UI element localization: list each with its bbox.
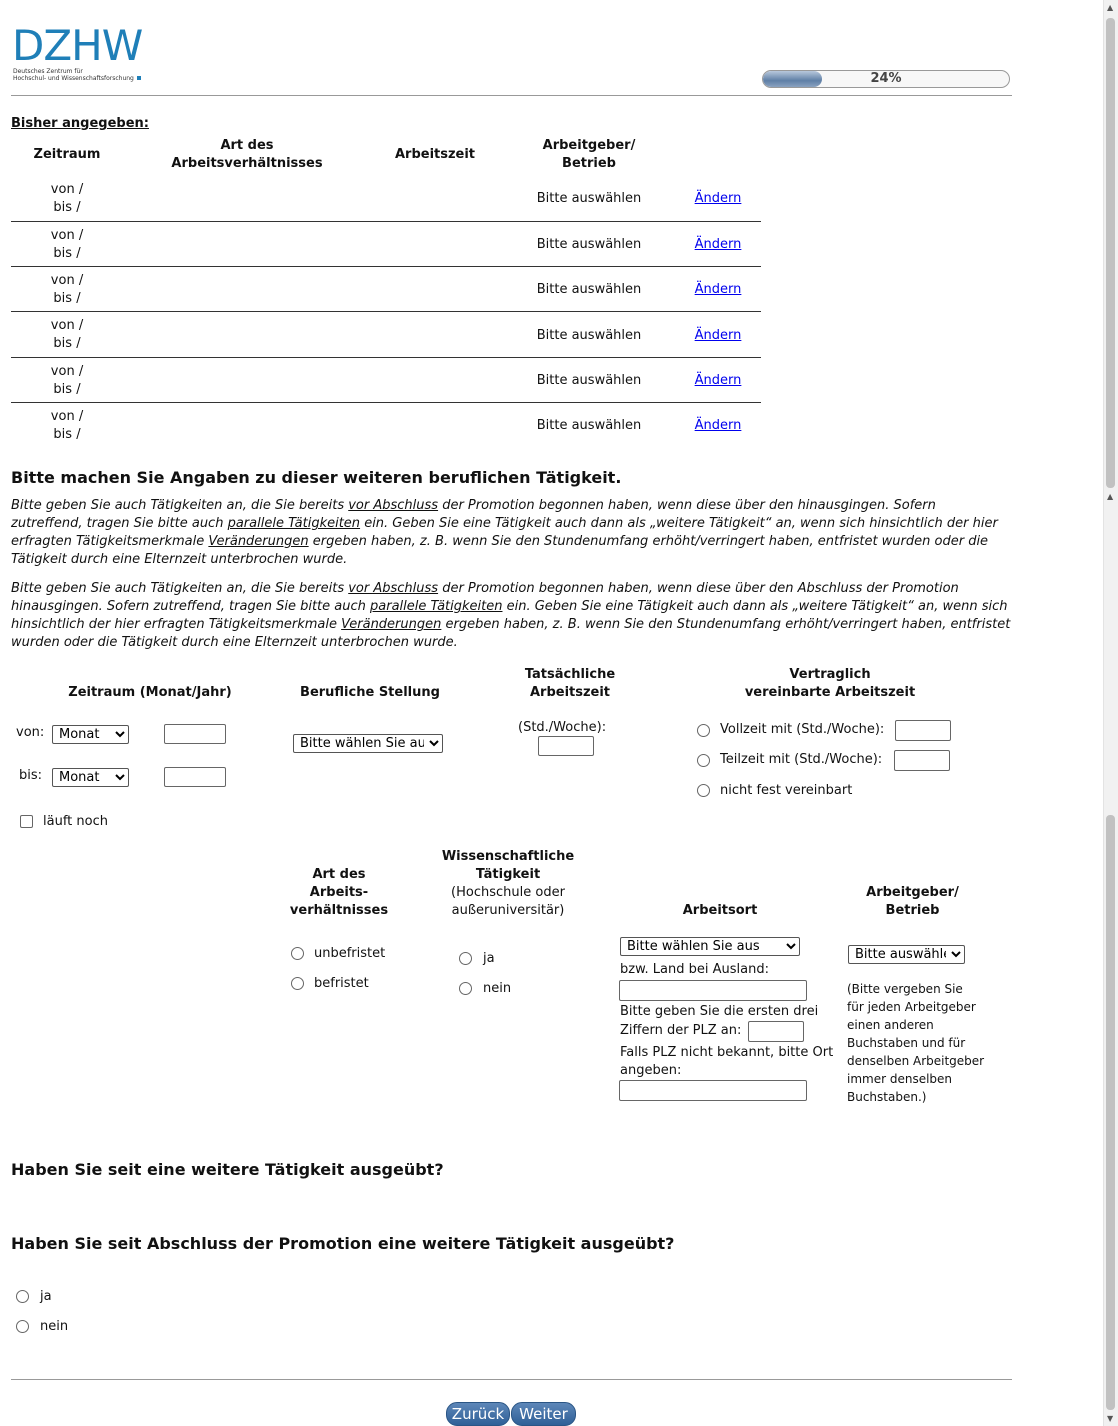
row-divider [11,266,761,267]
scroll-up-arrow-icon[interactable]: ▲ [1107,3,1114,12]
para1-text-b: der Promotion begonnen haben, wenn diese über den hinausgingen. Sofern zutreffend, tragen Sie bitte auch [11,498,936,531]
period-to: bis / [53,246,81,261]
logo-subtitle-line2-text: Hochschul- und Wissenschaftsforschung [13,75,134,82]
period-from: von / [50,409,84,424]
emptype-line1: Art des [312,867,366,882]
employer-note-line: immer denselben [847,1072,953,1086]
answer-no-radio[interactable] [16,1320,29,1333]
actual-hours-unit: (Std./Woche): [518,720,607,735]
row-divider [11,402,761,403]
para1-text-a: Bitte geben Sie auch Tätigkeiten an, die Sie bereits [11,498,349,513]
col-header-type-line2: Arbeitsverhältnisses [171,156,323,171]
actual-hours-input[interactable] [538,736,594,756]
science-line4: außeruniversitär) [451,903,565,918]
para1-underline-2: parallele Tätigkeiten [227,516,361,531]
table-row-employer: Bitte auswählen [536,191,642,206]
period-from: von / [50,182,84,197]
table-row-period [11,363,123,399]
fulltime-label: Vollzeit mit (Std./Woche): [720,722,885,737]
employer-note-line: (Bitte vergeben Sie [847,982,963,996]
col-header-hours: Arbeitszeit [394,147,476,162]
edit-link[interactable]: Ändern [694,373,742,388]
period-from: von / [50,318,84,333]
unlimited-radio[interactable] [291,947,304,960]
edit-link[interactable]: Ändern [694,237,742,252]
to-year-input[interactable] [164,767,226,787]
employer-note [847,980,984,1106]
period-from: von / [50,228,84,243]
country-label: bzw. Land bei Ausland: [620,962,769,977]
plz-input[interactable] [748,1021,804,1042]
location-header: Arbeitsort [682,903,758,918]
actual-hours-line2: Arbeitszeit [529,685,611,700]
edit-link[interactable]: Ändern [694,282,742,297]
period-to: bis / [53,382,81,397]
table-row-period [11,272,123,308]
scroll-up-arrow-icon[interactable]: ▲ [1107,492,1114,501]
col-header-employer [520,137,658,173]
contract-line1: Vertraglich [789,667,871,682]
edit-link[interactable]: Ändern [694,328,742,343]
table-row-employer: Bitte auswählen [536,282,642,297]
parttime-label: Teilzeit mit (Std./Woche): [720,752,883,767]
table-row-period [11,227,123,263]
parttime-hours-input[interactable] [894,750,950,771]
para1-text-d: ergeben haben, z. B. wenn Sie den Stundenumfang erhöht/verringert haben, entfristet wurden oder die Tätigkeit durch eine Elternzeit unterbrochen wurde. [11,534,989,567]
col-header-type [150,137,344,173]
para2-underline-3: Veränderungen [341,617,442,632]
logo-subtitle [13,68,153,82]
limited-radio[interactable] [291,977,304,990]
unlimited-label: unbefristet [314,946,386,961]
row-divider [11,311,761,312]
answer-yes-label: ja [40,1289,52,1304]
table-row-employer: Bitte auswählen [536,373,642,388]
running-label: läuft noch [43,814,108,829]
instruction-paragraph-1 [11,497,1011,569]
to-month-select[interactable] [52,768,129,787]
science-line3: (Hochschule oder [451,885,565,900]
employer-note-line: Buchstaben und für [847,1036,966,1050]
summary-title: Bisher angegeben: [11,116,149,131]
city-label-line1: Falls PLZ nicht bekannt, bitte Ort [620,1045,834,1060]
para2-underline-1: vor Abschluss [348,581,439,596]
question-1: Haben Sie seit eine weitere Tätigkeit ausgeübt? [11,1160,444,1179]
employer-note-line: einen anderen [847,1018,934,1032]
period-to: bis / [53,427,81,442]
emptype-line3: verhältnisses [289,903,389,918]
para1-underline-1: vor Abschluss [348,498,439,513]
position-header: Berufliche Stellung [300,685,440,700]
col-header-employer-line1: Arbeitgeber/ [542,138,636,153]
edit-link[interactable]: Ändern [694,191,742,206]
para2-text-d: ergeben haben, z. B. wenn Sie den Stundenumfang erhöht/verringert haben, entfristet wurden oder die Tätigkeit durch eine Elternzeit unterbrochen wurde. [11,617,1011,650]
para1-underline-3: Veränderungen [208,534,309,549]
scroll-thumb[interactable] [1106,815,1115,1410]
employer-select[interactable] [848,945,965,964]
logo-subtitle-line1: Deutsches Zentrum für [13,68,83,75]
to-label: bis: [19,768,43,783]
country-input[interactable] [619,980,807,1001]
col-header-employer-line2: Betrieb [562,156,616,171]
back-button[interactable]: Zurück [446,1402,510,1426]
science-line2: Tätigkeit [475,867,541,882]
para2-text-b: der Promotion begonnen haben, wenn diese über den Abschluss der Promotion hinausgingen. Sofern zutreffend, tragen Sie bitte auch [11,581,959,614]
question-2: Haben Sie seit Abschluss der Promotion eine weitere Tätigkeit ausgeübt? [11,1234,675,1253]
logo-subtitle-line2 [13,75,153,82]
edit-link[interactable]: Ändern [694,418,742,433]
footer-divider [11,1379,1012,1380]
period-from: von / [50,273,84,288]
section-heading: Bitte machen Sie Angaben zu dieser weiteren beruflichen Tätigkeit. [11,468,622,487]
table-row-employer: Bitte auswählen [536,328,642,343]
from-label: von: [16,725,45,740]
emptype-line2: Arbeits- [309,885,369,900]
period-from: von / [50,364,84,379]
from-year-input[interactable] [164,724,226,744]
employment-type-header [279,866,399,920]
progress-label: 24% [870,71,902,86]
employer-line2: Betrieb [885,903,940,918]
row-divider [11,221,761,222]
employer-note-line: für jeden Arbeitgeber [847,1000,976,1014]
answer-no-label: nein [40,1319,69,1334]
location-select[interactable] [620,937,800,956]
period-header: Zeitraum (Monat/Jahr) [68,685,232,700]
science-yes-label: ja [483,951,495,966]
actual-hours-header [505,666,635,702]
science-header [433,848,583,920]
contract-line2: vereinbarte Arbeitszeit [744,685,916,700]
science-no-label: nein [483,981,512,996]
contract-hours-header [720,666,940,702]
table-row-employer: Bitte auswählen [536,418,642,433]
table-row-period [11,317,123,353]
para2-text-a: Bitte geben Sie auch Tätigkeiten an, die Sie bereits [11,581,349,596]
from-month-select[interactable] [52,725,129,744]
fulltime-radio[interactable] [697,724,710,737]
scroll-down-arrow-icon[interactable]: ▼ [1107,1414,1114,1423]
plz-label-line1: Bitte geben Sie die ersten drei [620,1004,819,1019]
employer-header [845,884,980,920]
city-input[interactable] [619,1080,807,1101]
para2-text-c: ein. Geben Sie eine Tätigkeit auch dann als „weitere Tätigkeit“ an, wenn sich hinsichtlich der hier erfragten Tätigkeitsmerkmale [11,599,1008,632]
city-label-line2: angeben: [620,1063,682,1078]
limited-label: befristet [314,976,369,991]
para2-underline-2: parallele Tätigkeiten [370,599,503,614]
running-checkbox[interactable] [20,815,33,828]
col-header-type-line1: Art des [220,138,274,153]
para1-text-c: ein. Geben Sie eine Tätigkeit auch dann als „weitere Tätigkeit“ an, wenn sich hinsichtlich der hier erfragten Tätigkeitsmerkmale [11,516,998,549]
table-row-period [11,408,123,444]
science-no-radio[interactable] [459,982,472,995]
notfixed-label: nicht fest vereinbart [720,783,853,798]
logo-square-icon [137,76,141,80]
instruction-paragraph-2 [11,580,1011,652]
table-row-employer: Bitte auswählen [536,237,642,252]
dzhw-logo: DZHW [12,21,143,70]
scrollbar[interactable] [1103,0,1118,1426]
fulltime-hours-input[interactable] [895,720,951,741]
scroll-thumb[interactable] [1106,18,1115,488]
actual-hours-line1: Tatsächliche [524,667,616,682]
plz-label-line2: Ziffern der PLZ an: [620,1023,742,1038]
parttime-radio[interactable] [697,754,710,767]
employer-note-line: Buchstaben.) [847,1090,927,1104]
position-select[interactable] [293,734,443,753]
period-to: bis / [53,200,81,215]
col-header-period: Zeitraum [33,147,101,162]
science-yes-radio[interactable] [459,952,472,965]
notfixed-radio[interactable] [697,784,710,797]
employer-line1: Arbeitgeber/ [866,885,959,900]
period-to: bis / [53,291,81,306]
next-button[interactable]: Weiter [511,1402,576,1426]
table-row-period [11,181,123,217]
header-divider [11,95,1012,96]
row-divider [11,357,761,358]
employer-note-line: denselben Arbeitgeber [847,1054,985,1068]
answer-yes-radio[interactable] [16,1290,29,1303]
science-line1: Wissenschaftliche [441,849,575,864]
period-to: bis / [53,336,81,351]
progress-bar [762,70,1010,88]
